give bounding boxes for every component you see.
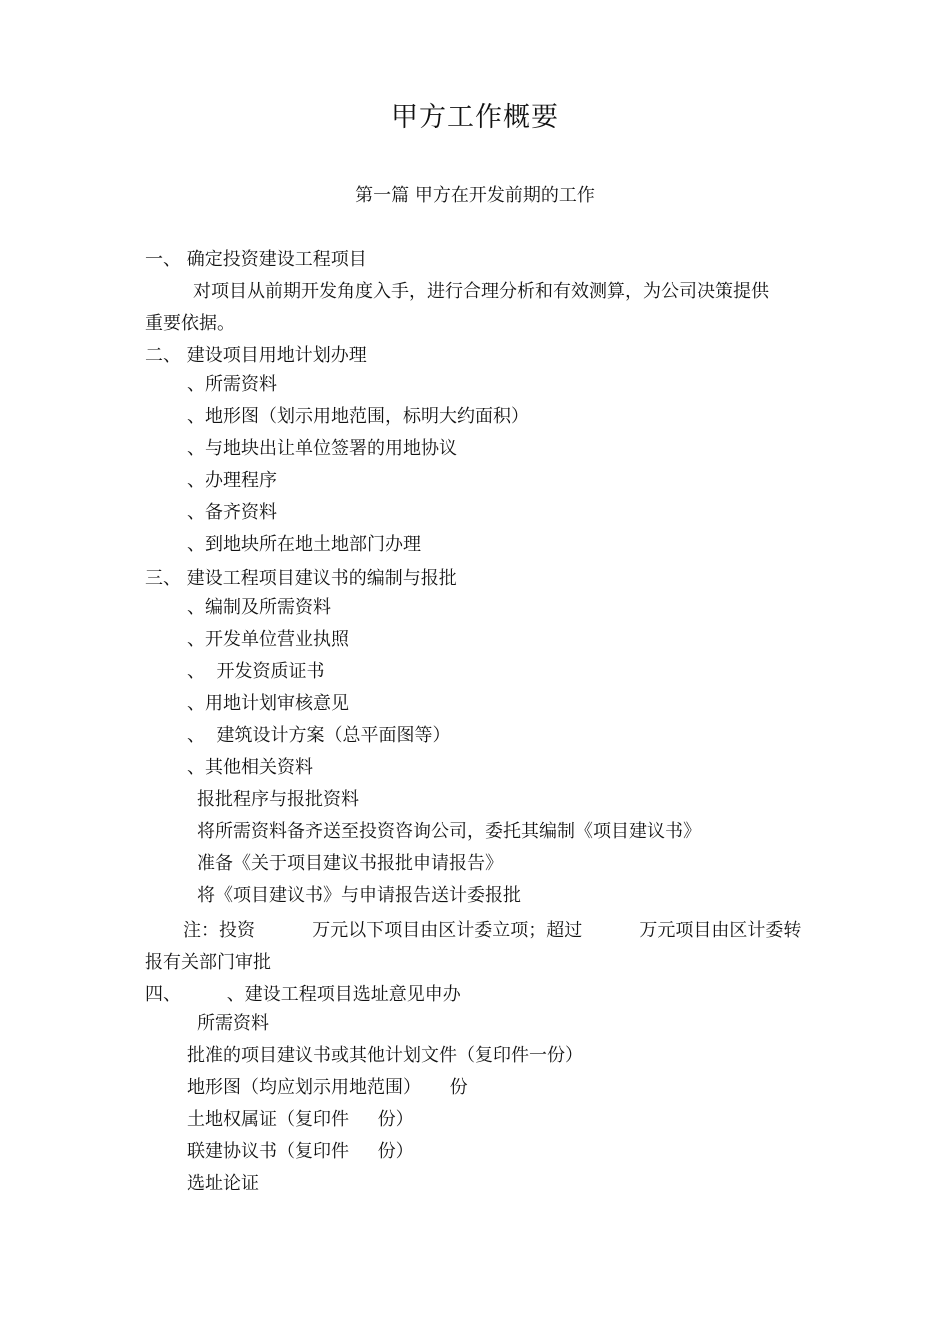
section-4-item: 批准的项目建议书或其他计划文件（复印件一份） (187, 1045, 583, 1066)
section-2-item: 、备齐资料 (187, 502, 277, 523)
section-2-item: 、所需资料 (187, 374, 277, 395)
document-title: 甲方工作概要 (391, 102, 559, 133)
section-3-sub-item: 将所需资料备齐送至投资咨询公司，委托其编制《项目建议书》 (197, 821, 701, 842)
section-1-heading: 一、 确定投资建设工程项目 (145, 249, 367, 270)
section-3-sub-item: 准备《关于项目建议书报批申请报告》 (197, 853, 503, 874)
section-4-heading: 四、 、建设工程项目选址意见申办 (145, 984, 461, 1005)
section-1-paragraph-line-1: 对项目从前期开发角度入手，进行合理分析和有效测算，为公司决策提供 (193, 281, 769, 302)
section-3-note-line-1: 注：投资 万元以下项目由区计委立项；超过 万元项目由区计委转 (183, 920, 802, 941)
section-3-note-line-2: 报有关部门审批 (145, 952, 271, 973)
section-2-item: 、到地块所在地土地部门办理 (187, 534, 421, 555)
section-3-item: 、其他相关资料 (187, 757, 313, 778)
section-2-item: 、办理程序 (187, 470, 277, 491)
part-title: 第一篇 甲方在开发前期的工作 (355, 185, 595, 206)
section-3-sub-item: 将《项目建议书》与申请报告送计委报批 (197, 885, 521, 906)
section-3-item: 、开发单位营业执照 (187, 629, 349, 650)
section-3-item: 、用地计划审核意见 (187, 693, 349, 714)
section-1-paragraph-line-2: 重要依据。 (145, 313, 235, 334)
section-3-sub-item: 报批程序与报批资料 (197, 789, 359, 810)
section-2-heading: 二、 建设项目用地计划办理 (145, 345, 367, 366)
section-2-item: 、地形图（划示用地范围，标明大约面积） (187, 406, 529, 427)
section-2-item: 、与地块出让单位签署的用地协议 (187, 438, 457, 459)
section-3-item: 、 建筑设计方案（总平面图等） (187, 725, 451, 746)
section-4-item: 选址论证 (187, 1173, 259, 1194)
section-4-item: 联建协议书（复印件 份） (187, 1141, 414, 1162)
section-4-item: 地形图（均应划示用地范围） 份 (187, 1077, 468, 1098)
section-3-heading: 三、 建设工程项目建议书的编制与报批 (145, 568, 457, 589)
section-3-item: 、编制及所需资料 (187, 597, 331, 618)
section-3-item: 、 开发资质证书 (187, 661, 325, 682)
section-4-item: 土地权属证（复印件 份） (187, 1109, 414, 1130)
section-4-sub-heading: 所需资料 (197, 1013, 269, 1034)
